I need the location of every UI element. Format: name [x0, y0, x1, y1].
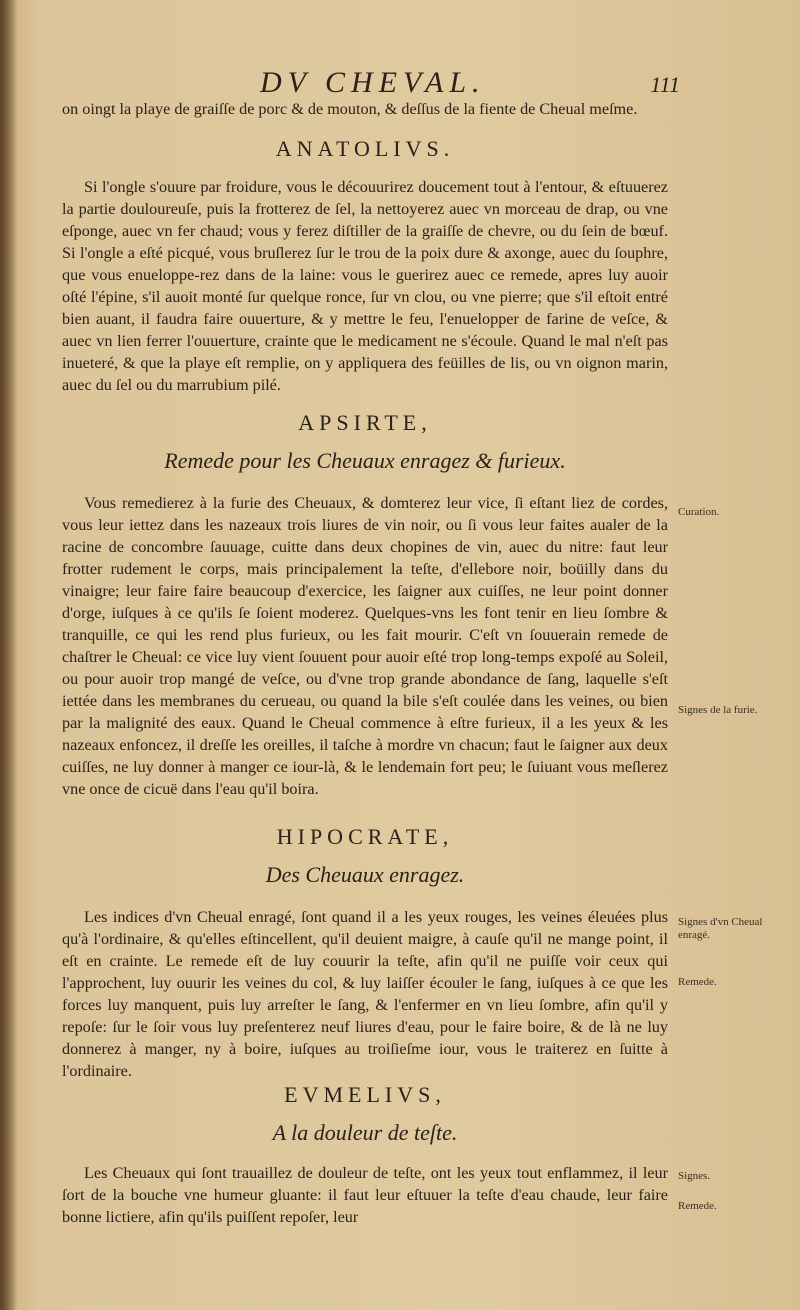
margin-note-curation: Curation.: [678, 506, 720, 518]
running-title: DV CHEVAL.: [260, 66, 486, 99]
intro-text: [62, 98, 668, 120]
section-body-hipocrate: [62, 906, 668, 1082]
section-title-anatolius: ANATOLIVS.: [275, 136, 455, 161]
section-title-apsirte: APSIRTE,: [298, 410, 432, 435]
paragraph: Les indices d'vn Cheual enragé, ſont quand il a les yeux rouges, les veines éleuées plus qu'à l'ordinaire, & qu'elles eſtincellent, qu'il deuient maigre, à cauſe qu'il ne mange point, il eſt en crainte. Le remede eſt de luy couurir la teſte, afin qu'il ne puiſſe voir ceux qui l'approchent, luy ouurir les veines du col, & luy laiſſer écouler le ſang, iuſques à ce que les forces luy manquent, puis luy arreſter le ſang, & l'enfermer en vn lieu ſombre, afin qu'il y repoſe: ſur le ſoir vous luy preſenterez neuf liures d'eau, pour le faire boire, & de là ne luy donnerez à manger, ny à boire, iuſques au troiſieſme iour, vous le traiterez en ſuitte à l'ordinaire.: [62, 908, 668, 1080]
margin-note-signes: Signes.: [678, 1170, 711, 1182]
section-title-eumelius: EVMELIVS,: [284, 1082, 446, 1107]
margin-note-signes-enrage: Signes d'vn Cheual enragé.: [678, 916, 763, 941]
gutter-shadow: [0, 0, 18, 1310]
page-number: 111: [650, 72, 680, 97]
paragraph: Les Cheuaux qui ſont trauaillez de douleur de teſte, ont les yeux tout enflammez, il leur ſort de la bouche vne humeur gluante: il faut leur eſtuuer la teſte d'eau chaude, leur faire bonne lictiere, afin qu'ils puiſſent repoſer, leur: [62, 1164, 668, 1226]
section-body-eumelius: [62, 1162, 668, 1228]
section-title-hipocrate: HIPOCRATE,: [276, 824, 454, 849]
section-body-anatolius: [62, 176, 668, 396]
margin-note-remede-2: Remede.: [678, 1200, 717, 1212]
margin-note-remede: Remede.: [678, 976, 717, 988]
section-body-apsirte: [62, 492, 668, 800]
section-subtitle-hipocrate: Des Cheuaux enragez.: [265, 862, 465, 887]
section-subtitle-apsirte: Remede pour les Cheuaux enragez & furieux.: [164, 448, 566, 473]
section-subtitle-eumelius: A la douleur de teſte.: [272, 1120, 458, 1145]
paragraph: Vous remedierez à la furie des Cheuaux, & domterez leur vice, ſi eſtant liez de cordes, vous leur iettez dans les nazeaux trois liures de vin noir, ou ſi vous leur faites aualer de la racine de concombre ſauuage, cuitte dans deux chopines de vin, auec du nitre: faut leur frotter rudement le corps, mais principalement la teſte, d'ellebore noir, boüilly dans du vinaigre; leur faire faire beaucoup d'exercice, les ſaigner aux cuiſſes, ne leur point donner d'orge, iuſques à ce qu'ils ſe ſoient moderez. Quelques-vns les font tenir en lieu ſombre & tranquille, ce qui les rend plus furieux, ou les fait mourir. C'eſt vn ſouuerain remede de chaſtrer le Cheual: ce vice luy vient ſouuent pour auoir eſté trop long-temps expoſé au Soleil, ou pour auoir trop mangé de veſce, ou d'vne trop grande abondance de ſang, laquelle s'eſt iettée dans les membranes du cerueau, ou quand la bile s'eſt coulée dans les veines, ou bien par la malignité des eaux. Quand le Cheual commence à eſtre furieux, il a les yeux & les nazeaux enfoncez, il dreſſe les oreilles, il taſche à mordre vn chacun; faut le ſaigner aux deux cuiſſes, ne luy donner à manger ce iour-là, & le lendemain fort peu; le ſuiuant vous meſlerez vne once de cicuë dans l'eau qu'il boira.: [62, 494, 668, 798]
paragraph: Si l'ongle s'ouure par froidure, vous le découurirez doucement tout à l'entour, & eſtuuerez la partie douloureuſe, puis la frotterez de ſel, la nettoyerez auec vn morceau de drap, ou vne eſponge, auec vn fer chaud; vous y ferez diſtiller de la graiſſe de chevre, ou du ſein de bœuf. Si l'ongle a eſté picqué, vous bruſlerez ſur le trou de la poix dure & axonge, auec du ſouphre, que vous enueloppe-rez dans de la laine: vous le guerirez auec ce remede, apres luy auoir oſté l'épine, s'il auoit monté ſur quelque ronce, ſur vn clou, ou vne pierre; que s'il eſtoit entré bien auant, il faudra faire ouuerture, & y mettre le feu, l'enuelopper de farine de veſce, & auec vn lien ferrer l'ouuerture, crainte que le medicament ne s'écoule. Quand le mal n'eſt pas inueteré, & que la playe eſt remplie, on y appliquera des feüilles de lis, ou vn oignon marin, auec du ſel ou du marrubium pilé.: [62, 178, 668, 394]
margin-note-signes-furie: Signes de la furie.: [678, 704, 758, 716]
intro-paragraph: on oingt la playe de graiſſe de porc & de mouton, & deſſus de la fiente de Cheual meſme.: [62, 100, 638, 118]
